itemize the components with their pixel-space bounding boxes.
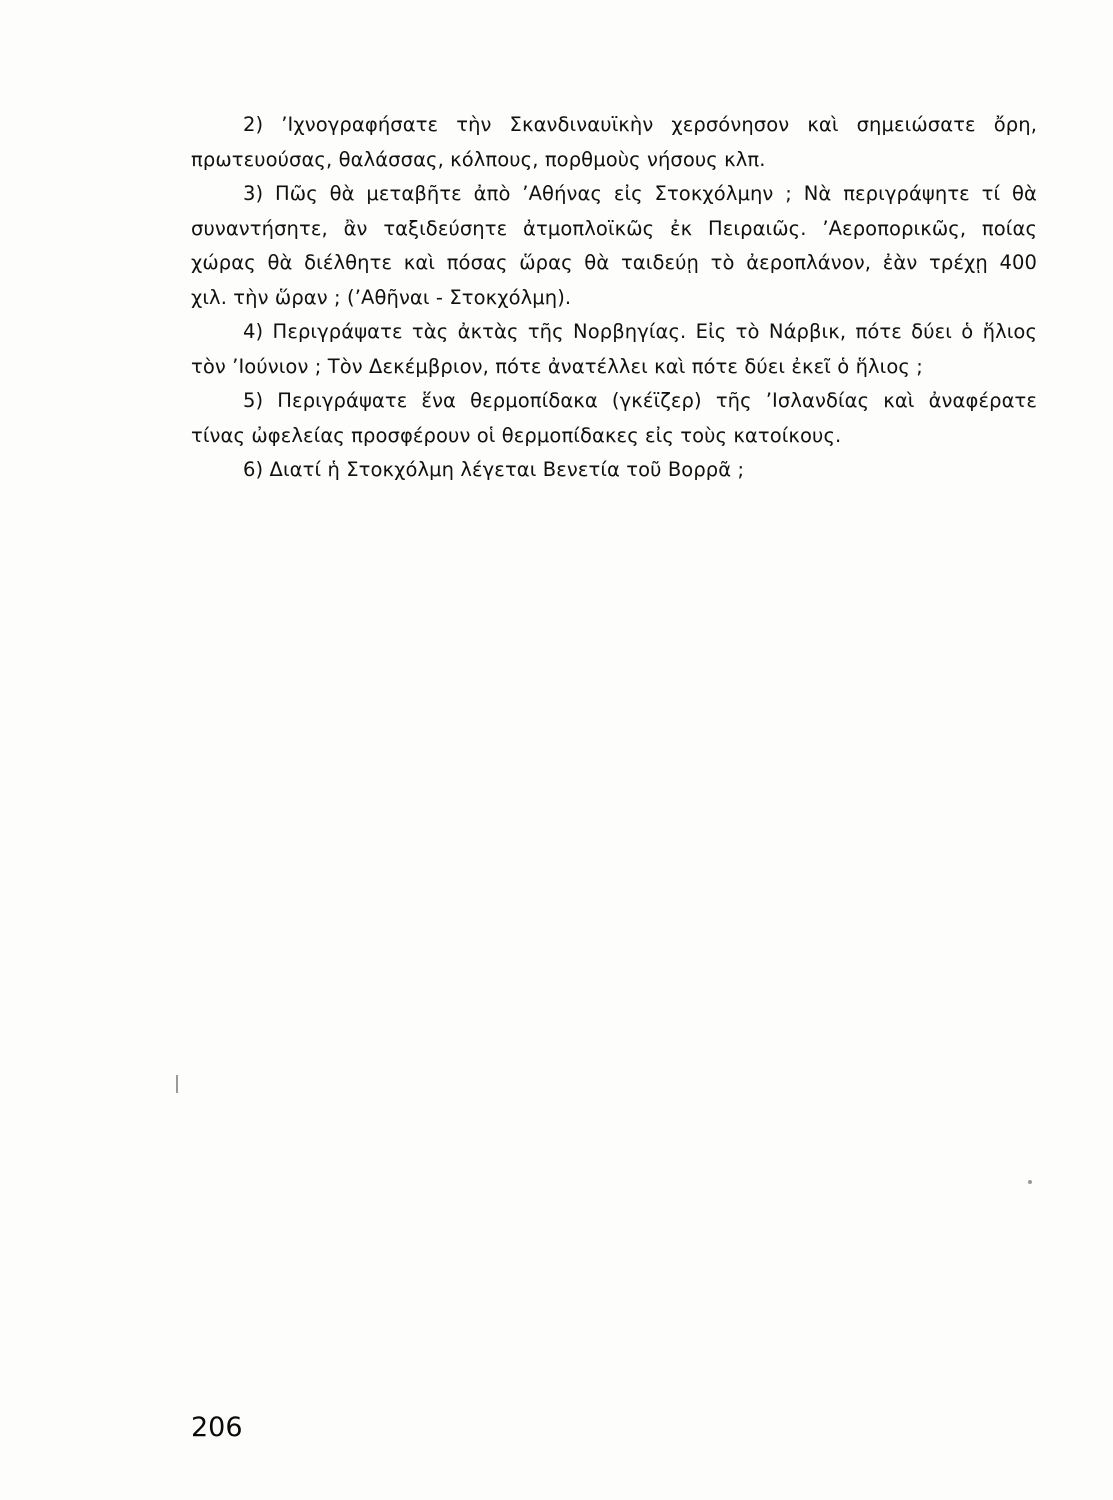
exercise-3-line-1: 3) Πῶς θὰ μεταβῆτε ἀπὸ ’Αθήνας εἰς Στοκχόλμην ; Νὰ περιγράψητε τί θὰ bbox=[243, 182, 1037, 205]
exercise-4-line-2: τὸν ’Ιούνιον ; Τὸν Δεκέμβριον, πότε ἀνατέλλει καὶ πότε δύει ἐκεῖ ὁ ἥλιος ; bbox=[191, 354, 923, 378]
exercise-2-line-1: 2) ’Ιχνογραφήσατε τὴν Σκανδιναυϊκὴν χερσόνησον καὶ σημειώσατε ὄρη, bbox=[243, 113, 1037, 136]
exercise-5-line-1: 5) Περιγράψατε ἕνα θερμοπίδακα (γκέϊζερ) τῆς ’Ισλανδίας καὶ ἀναφέρατε bbox=[243, 389, 1037, 412]
exercise-3-line-4: χιλ. τὴν ὥραν ; (’Αθῆναι - Στοκχόλμη). bbox=[191, 285, 572, 309]
scan-speck bbox=[1028, 1180, 1032, 1184]
scan-speck bbox=[176, 1075, 178, 1093]
exercise-list bbox=[191, 108, 1037, 488]
exercise-2-line-2: πρωτευούσας, θαλάσσας, κόλπους, πορθμοὺς νήσους κλπ. bbox=[191, 147, 766, 171]
page-number: 206 bbox=[191, 1412, 243, 1443]
exercise-4-line-1: 4) Περιγράψατε τὰς ἀκτὰς τῆς Νορβηγίας. Εἰς τὸ Νάρβικ, πότε δύει ὁ ἥλιος bbox=[243, 320, 1037, 343]
exercise-3-line-3: χώρας θὰ διέλθητε καὶ πόσας ὥρας θὰ ταιδεύῃ τὸ ἀεροπλάνον, ἐὰν τρέχῃ 400 bbox=[191, 251, 1037, 274]
exercise-6-line-1: 6) Διατί ἡ Στοκχόλμη λέγεται Βενετία τοῦ Βορρᾶ ; bbox=[243, 458, 745, 481]
exercise-3-line-2: συναντήσητε, ἂν ταξιδεύσητε ἀτμοπλοϊκῶς ἐκ Πειραιῶς. ’Αεροπορικῶς, ποίας bbox=[191, 216, 1037, 240]
exercise-5-line-2: τίνας ὠφελείας προσφέρουν οἱ θερμοπίδακες εἰς τοὺς κατοίκους. bbox=[191, 423, 842, 447]
